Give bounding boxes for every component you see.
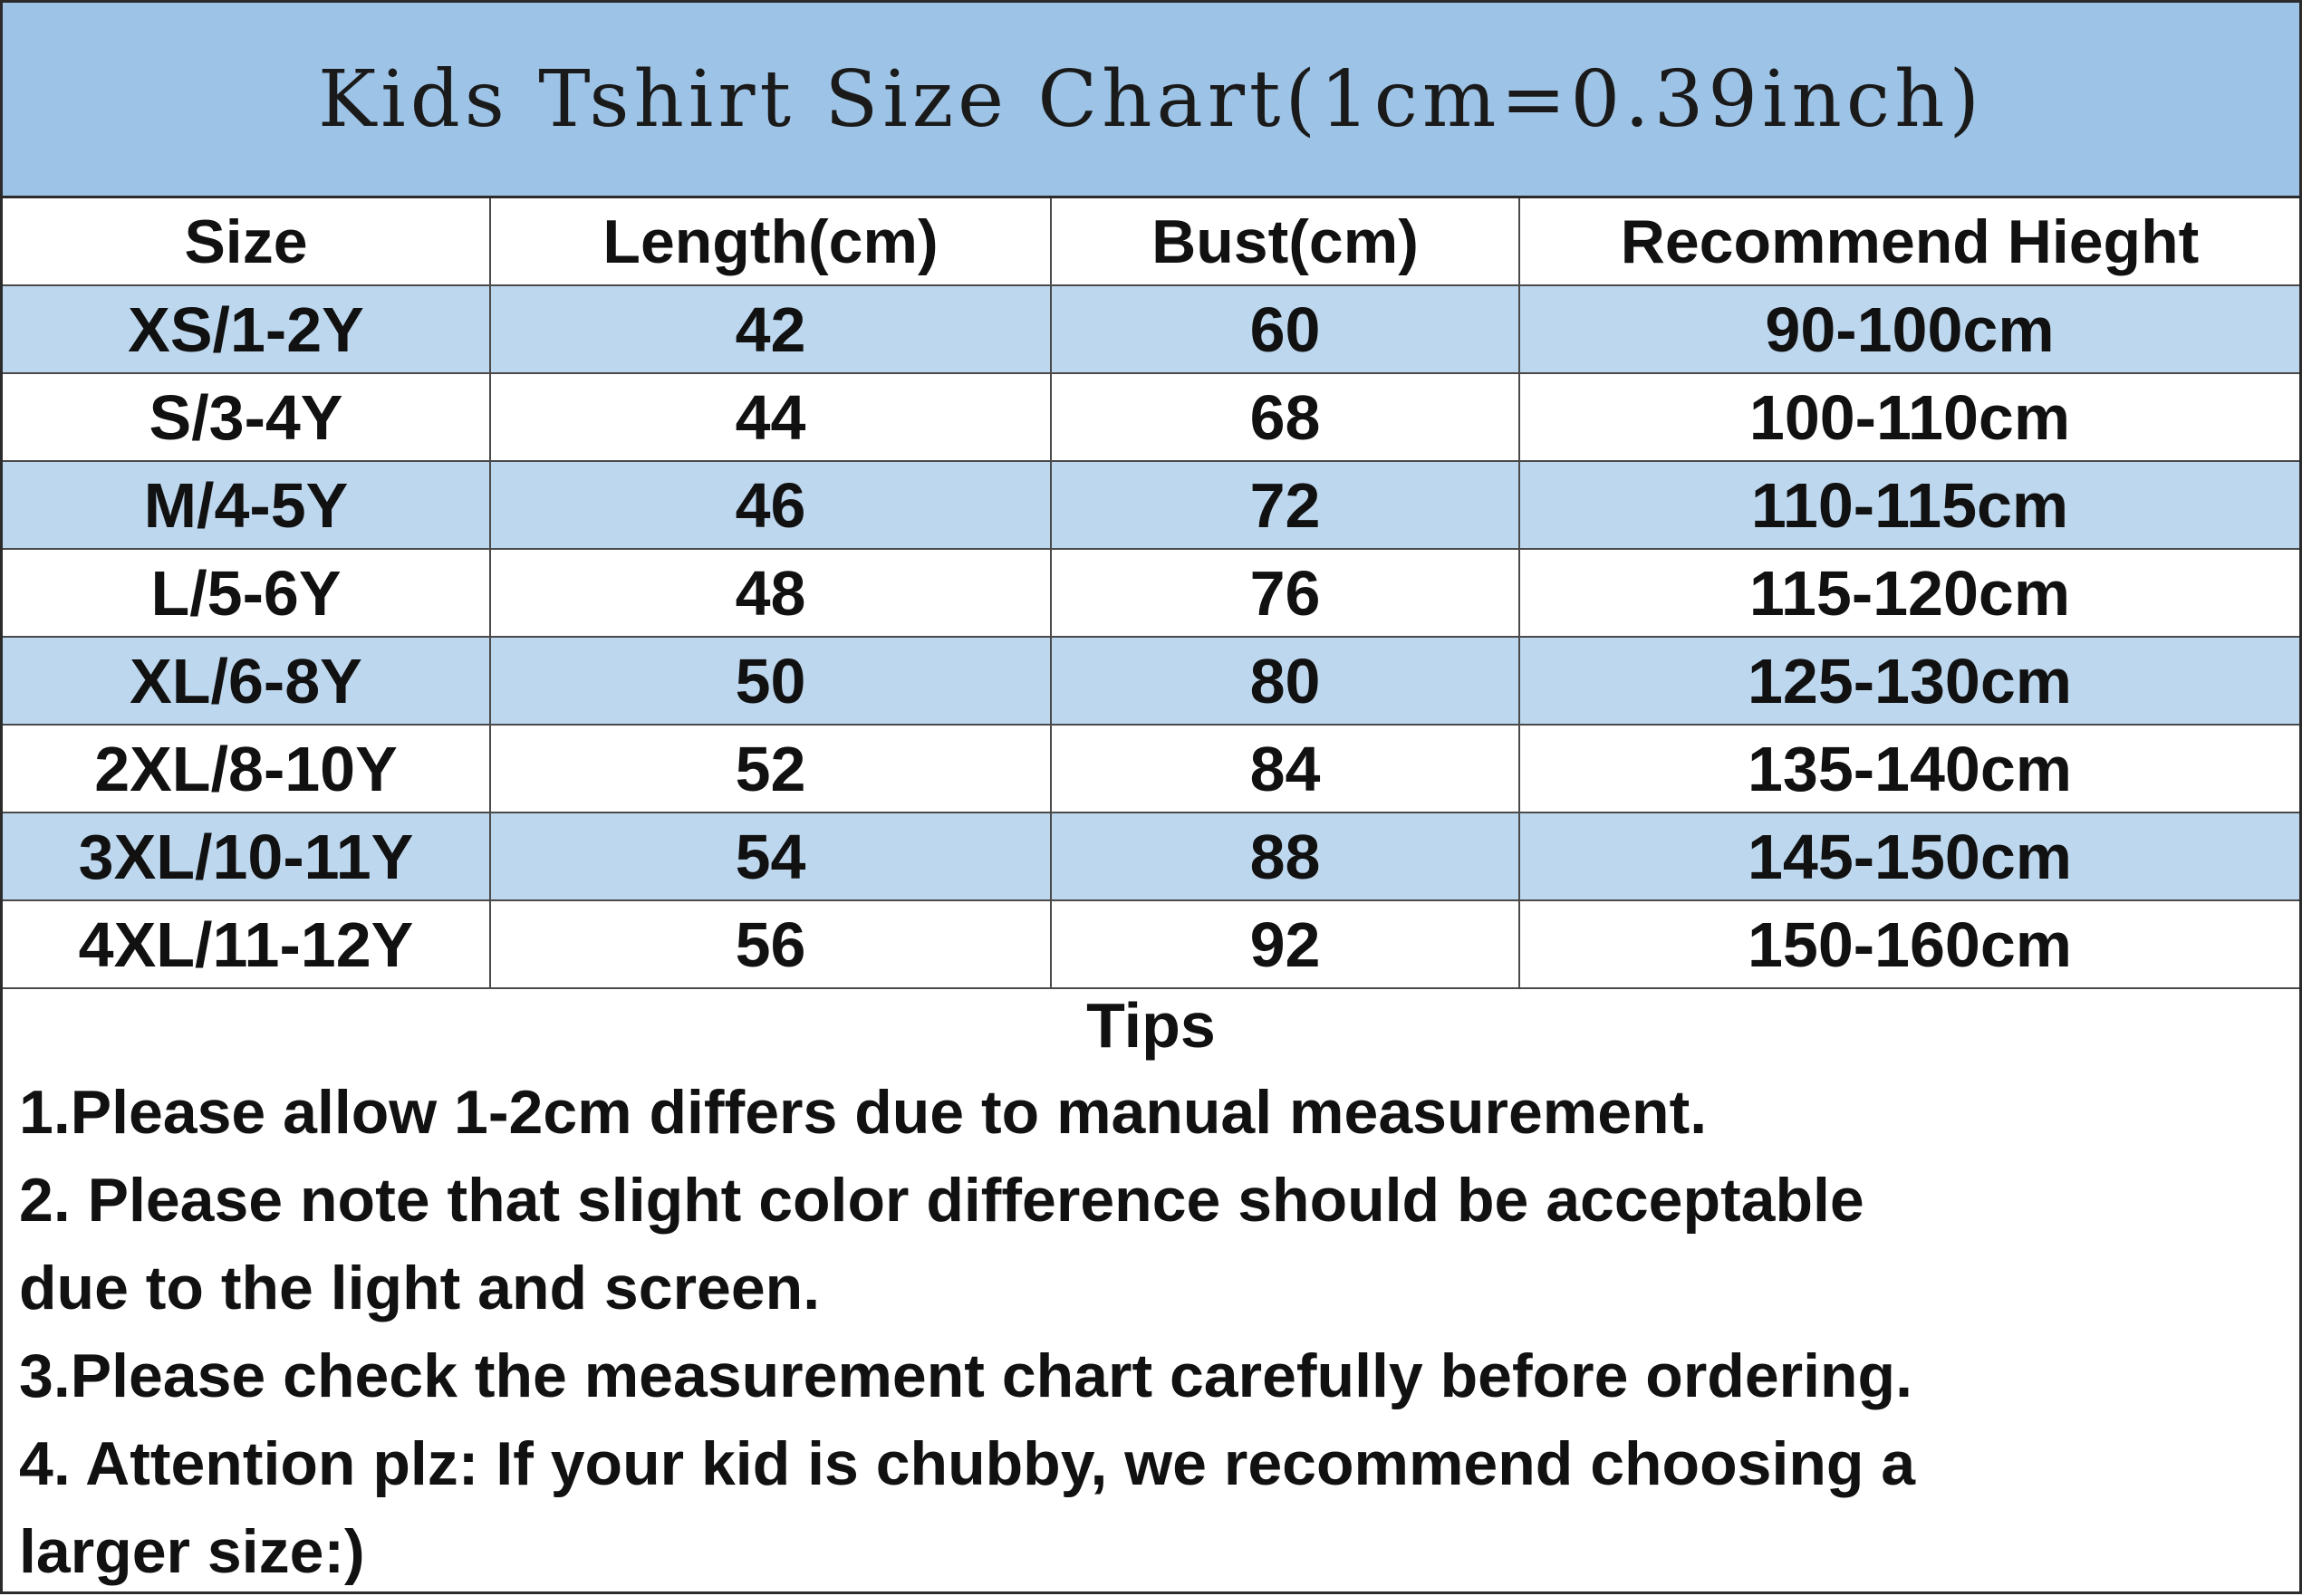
cell-bust: 88: [1051, 812, 1519, 900]
table-row: [3, 812, 2299, 900]
table-row: [3, 900, 2299, 988]
size-table: [3, 198, 2299, 989]
cell-size: XS/1-2Y: [3, 285, 490, 373]
table-row: [3, 725, 2299, 812]
cell-length: 44: [490, 373, 1051, 461]
tip-line: larger size:): [19, 1517, 365, 1586]
cell-length: 50: [490, 637, 1051, 725]
tips-title: Tips: [1086, 990, 1216, 1061]
cell-length: 56: [490, 900, 1051, 988]
cell-bust: 60: [1051, 285, 1519, 373]
cell-height: 125-130cm: [1519, 637, 2299, 725]
chart-title: Kids Tshirt Size Chart(1cm=0.39inch): [317, 53, 1985, 145]
table-row: [3, 373, 2299, 461]
cell-height: 100-110cm: [1519, 373, 2299, 461]
cell-length: 54: [490, 812, 1051, 900]
title-band: [3, 3, 2299, 198]
cell-length: 46: [490, 461, 1051, 549]
table-row: [3, 285, 2299, 373]
cell-bust: 68: [1051, 373, 1519, 461]
cell-length: 52: [490, 725, 1051, 812]
cell-height: 90-100cm: [1519, 285, 2299, 373]
tip-line: 3.Please check the measurement chart carefully before ordering.: [19, 1341, 1912, 1410]
cell-bust: 80: [1051, 637, 1519, 725]
tip-line: due to the light and screen.: [19, 1254, 821, 1322]
cell-height: 145-150cm: [1519, 812, 2299, 900]
table-header-row: [3, 198, 2299, 285]
tip-line: 1.Please allow 1-2cm differs due to manual measurement.: [19, 1078, 1708, 1147]
cell-height: 135-140cm: [1519, 725, 2299, 812]
cell-length: 42: [490, 285, 1051, 373]
table-row: [3, 461, 2299, 549]
cell-size: XL/6-8Y: [3, 637, 490, 725]
tip-line: 2. Please note that slight color difference should be acceptable: [19, 1166, 1864, 1235]
cell-size: 3XL/10-11Y: [3, 812, 490, 900]
cell-height: 150-160cm: [1519, 900, 2299, 988]
cell-size: S/3-4Y: [3, 373, 490, 461]
header-recommend-height: Recommend Hieght: [1519, 198, 2299, 285]
cell-bust: 84: [1051, 725, 1519, 812]
cell-bust: 76: [1051, 549, 1519, 637]
cell-size: L/5-6Y: [3, 549, 490, 637]
table-row: [3, 549, 2299, 637]
cell-length: 48: [490, 549, 1051, 637]
tips-section: [3, 983, 2299, 1591]
table-row: [3, 637, 2299, 725]
header-bust: Bust(cm): [1051, 198, 1519, 285]
cell-size: 2XL/8-10Y: [3, 725, 490, 812]
cell-bust: 92: [1051, 900, 1519, 988]
header-length: Length(cm): [490, 198, 1051, 285]
cell-height: 115-120cm: [1519, 549, 2299, 637]
cell-bust: 72: [1051, 461, 1519, 549]
tip-line: 4. Attention plz: If your kid is chubby, we recommend choosing a: [19, 1429, 1916, 1498]
cell-size: 4XL/11-12Y: [3, 900, 490, 988]
cell-size: M/4-5Y: [3, 461, 490, 549]
header-size: Size: [3, 198, 490, 285]
cell-height: 110-115cm: [1519, 461, 2299, 549]
